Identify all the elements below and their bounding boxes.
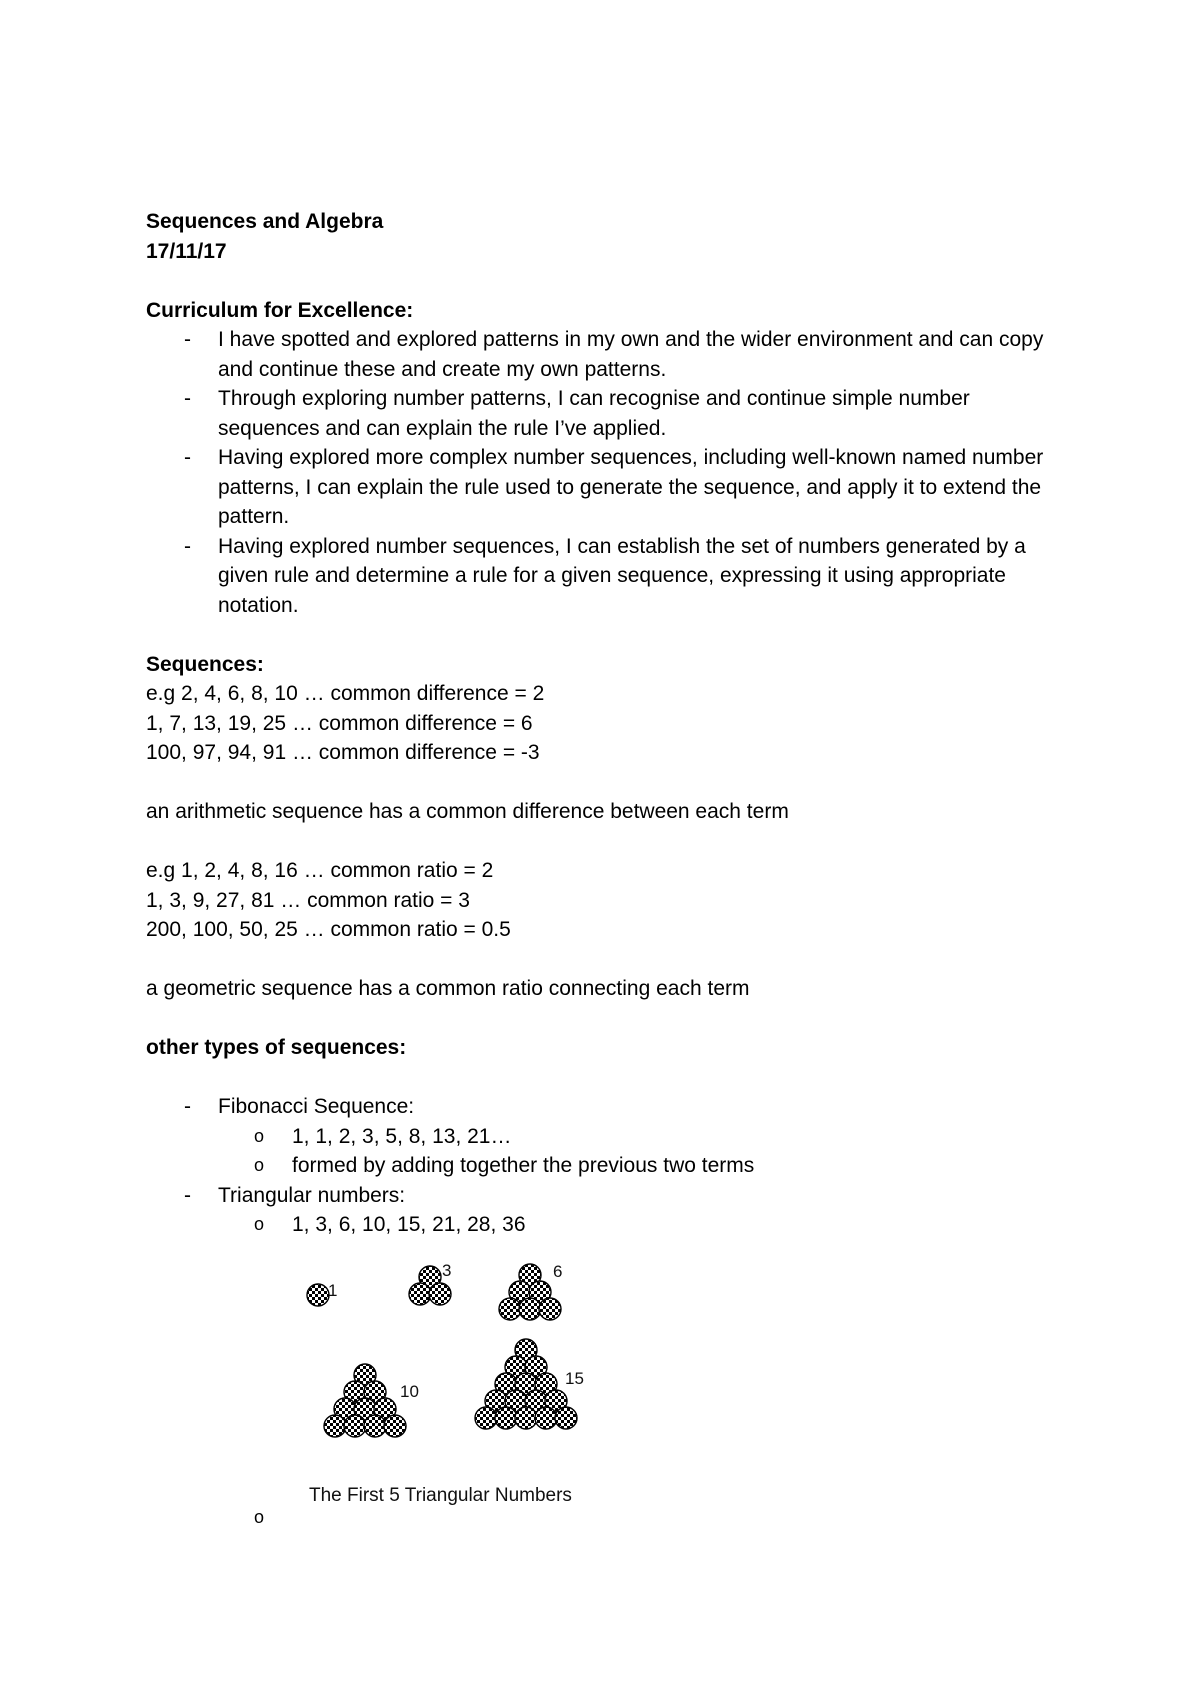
figure-label-1: 1 bbox=[328, 1281, 338, 1300]
triangular-item bbox=[146, 1181, 1066, 1211]
document-title: Sequences and Algebra bbox=[146, 210, 384, 233]
document-date: 17/11/17 bbox=[146, 239, 227, 263]
curriculum-heading: Curriculum for Excellence: bbox=[146, 298, 414, 322]
triangle-ball bbox=[535, 1407, 557, 1429]
fibonacci-terms: 1, 1, 2, 3, 5, 8, 13, 21… bbox=[292, 1124, 512, 1148]
figure-caption: The First 5 Triangular Numbers bbox=[309, 1485, 572, 1506]
geometric-example: 200, 100, 50, 25 … common ratio = 0.5 bbox=[146, 918, 511, 941]
sequences-heading: Sequences: bbox=[146, 652, 264, 676]
dash-marker: - bbox=[184, 328, 191, 351]
curriculum-item-text: Having explored more complex number sequences, including well-known named number patterns, I can explain the rule used to generate the sequence, and apply it to extend the pattern. bbox=[218, 446, 1044, 528]
other-types-heading: other types of sequences: bbox=[146, 1036, 407, 1059]
triangle-ball bbox=[307, 1284, 329, 1306]
other-types-list bbox=[146, 1092, 1066, 1122]
curriculum-list bbox=[146, 325, 1066, 620]
other-types-list-2 bbox=[146, 1181, 1066, 1211]
triangle-ball bbox=[384, 1415, 406, 1437]
dash-marker: - bbox=[184, 1183, 191, 1207]
figure-label-10: 10 bbox=[400, 1382, 419, 1401]
dash-marker: - bbox=[184, 387, 191, 410]
geometric-definition: a geometric sequence has a common ratio connecting each term bbox=[146, 977, 750, 1000]
triangle-ball bbox=[324, 1415, 346, 1437]
curriculum-item bbox=[146, 532, 1066, 621]
triangle-ball bbox=[515, 1407, 537, 1429]
fibonacci-rule-item bbox=[146, 1151, 1066, 1181]
arithmetic-example: 100, 97, 94, 91 … common difference = -3 bbox=[146, 741, 540, 764]
geometric-example: 1, 3, 9, 27, 81 … common ratio = 3 bbox=[146, 888, 470, 912]
triangular-terms-item bbox=[146, 1210, 1066, 1240]
figure-label-3: 3 bbox=[442, 1261, 452, 1280]
fibonacci-label: Fibonacci Sequence: bbox=[218, 1095, 415, 1118]
curriculum-item bbox=[146, 443, 1066, 532]
dash-marker: - bbox=[184, 446, 191, 469]
figure-label-6: 6 bbox=[553, 1262, 563, 1281]
arithmetic-definition: an arithmetic sequence has a common difference between each term bbox=[146, 800, 789, 823]
triangle-ball bbox=[429, 1283, 451, 1305]
curriculum-item-text: Through exploring number patterns, I can recognise and continue simple number sequences and can explain the rule I’ve applied. bbox=[218, 387, 970, 440]
curriculum-item bbox=[146, 384, 1066, 443]
triangle-ball bbox=[409, 1283, 431, 1305]
triangle-ball bbox=[555, 1407, 577, 1429]
curriculum-item-text: I have spotted and explored patterns in my own and the wider environment and can copy and continue these and create my own patterns. bbox=[218, 328, 1044, 381]
fibonacci-rule: formed by adding together the previous two terms bbox=[292, 1154, 755, 1177]
triangle-ball bbox=[364, 1415, 386, 1437]
triangle-ball bbox=[475, 1407, 497, 1429]
circle-marker: o bbox=[254, 1155, 265, 1175]
triangle-balls bbox=[307, 1264, 577, 1437]
triangle-ball bbox=[539, 1298, 561, 1320]
triangle-ball bbox=[495, 1407, 517, 1429]
empty-circle-marker: o bbox=[254, 1507, 265, 1527]
triangle-ball bbox=[499, 1298, 521, 1320]
fibonacci-item bbox=[146, 1092, 1066, 1122]
document-body bbox=[146, 207, 1066, 1240]
dash-marker: - bbox=[184, 534, 191, 558]
circle-marker: o bbox=[254, 1125, 265, 1146]
arithmetic-example: 1, 7, 13, 19, 25 … common difference = 6 bbox=[146, 711, 533, 735]
fibonacci-terms-item bbox=[146, 1122, 1066, 1152]
triangular-sublist bbox=[146, 1210, 1066, 1240]
curriculum-item bbox=[146, 325, 1066, 384]
geometric-example: e.g 1, 2, 4, 8, 16 … common ratio = 2 bbox=[146, 859, 494, 882]
circle-marker: o bbox=[254, 1214, 265, 1234]
curriculum-item-text: Having explored number sequences, I can establish the set of numbers generated by a given rule and determine a rule for a given sequence, expressing it using appropriate notation. bbox=[218, 534, 1026, 617]
dash-marker: - bbox=[184, 1095, 191, 1118]
arithmetic-example: e.g 2, 4, 6, 8, 10 … common difference = 2 bbox=[146, 682, 545, 705]
triangle-ball bbox=[519, 1298, 541, 1320]
triangle-ball bbox=[344, 1415, 366, 1437]
triangular-label: Triangular numbers: bbox=[218, 1183, 406, 1207]
fibonacci-sublist bbox=[146, 1122, 1066, 1181]
triangular-terms: 1, 3, 6, 10, 15, 21, 28, 36 bbox=[292, 1213, 526, 1236]
figure-label-15: 15 bbox=[565, 1369, 584, 1388]
